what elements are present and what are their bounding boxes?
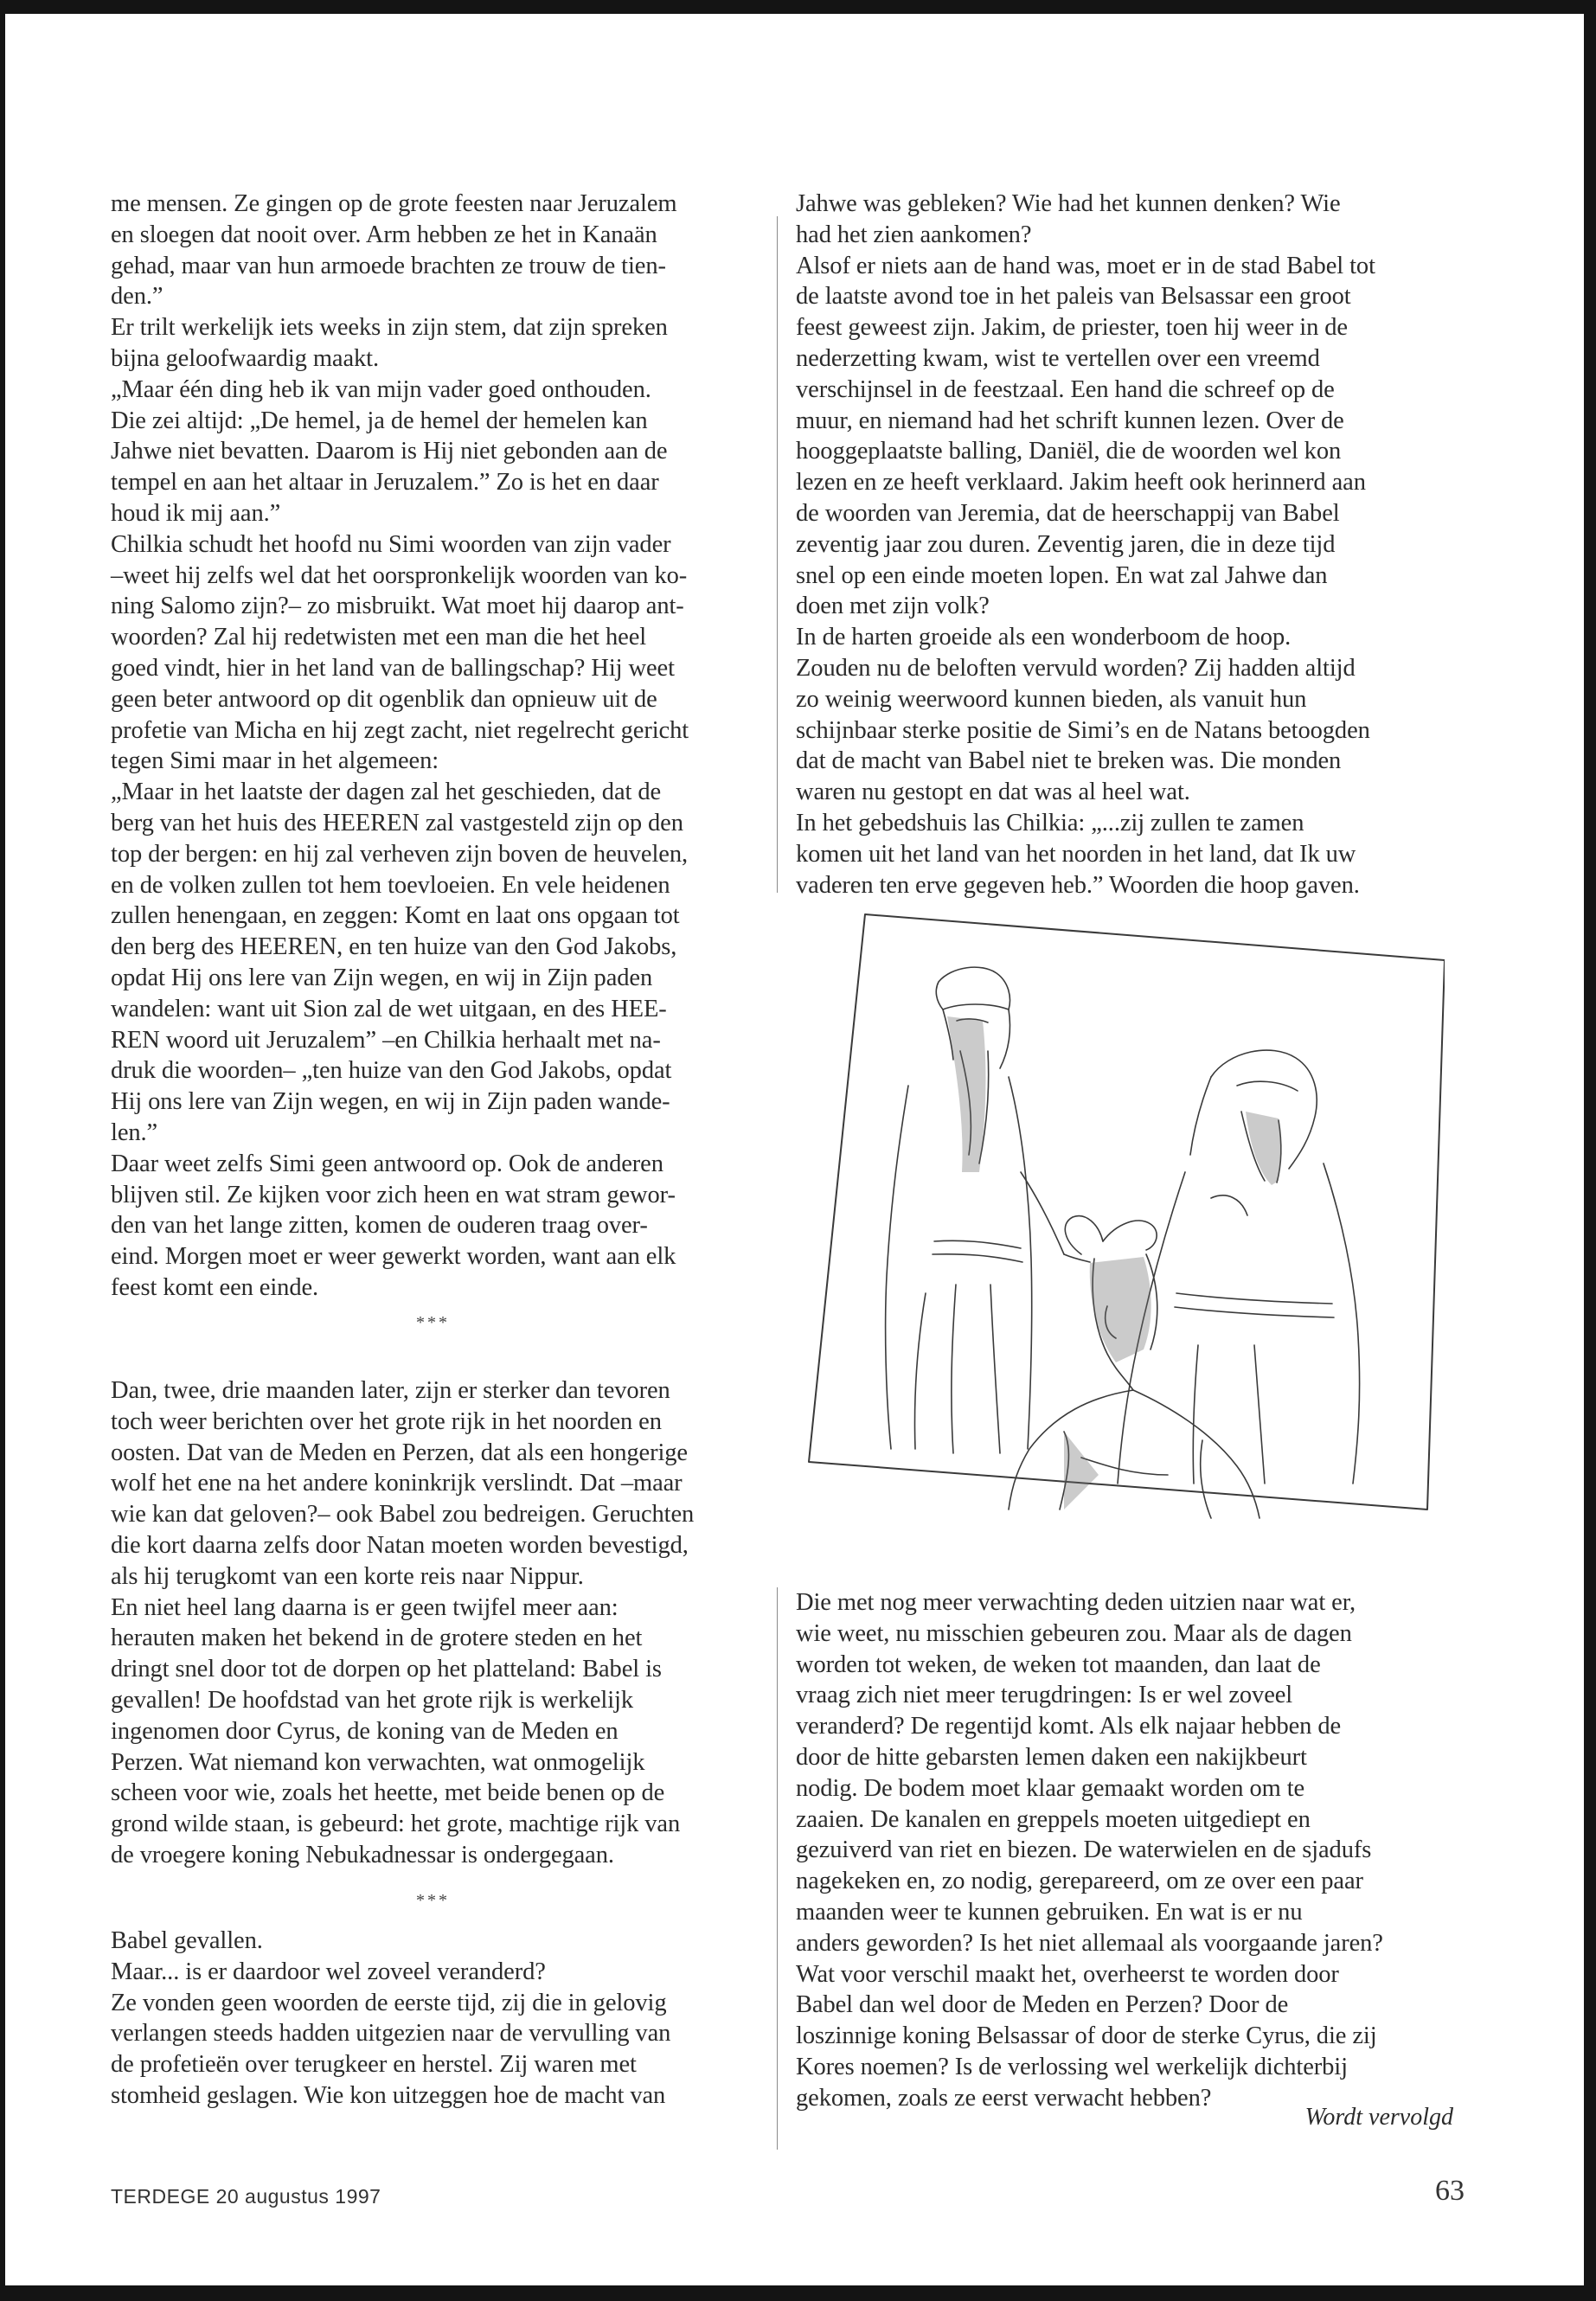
column-left-top-text: me mensen. Ze gingen op de grote feesten naar Jeruzalem en sloegen dat nooit over. Arm hebben ze het in Kanaän gehad, maar van hun armoede brachten ze trouw de tien- den.” Er trilt werkelijk iets weeks in zijn stem, dat zijn spreken bijna geloofwaardig maakt. „Maar één ding heb ik van mijn vader goed onthouden. Die zei altijd: „De hemel, ja de hemel der hemelen kan Jahwe niet bevatten. Daarom is Hij niet gebonden aan de tempel en aan het altaar in Jeruzalem.” Zo is het en daar houd ik mij aan.” Chilkia schudt het hoofd nu Simi woorden van zijn vader –weet hij zelfs wel dat het oorspronkelijk woorden van ko- ning Salomo zijn?– zo misbruikt. Wat moet hij daarop ant- woorden? Zal hij redetwisten met een man die het heel goed vindt, hier in het land van de ballingschap? Hij weet geen beter antwoord op dit ogenblik dan opnieuw uit de profetie van Micha en hij zegt zacht, niet regelrecht gericht tegen Simi maar in het algemeen: „Maar in het laatste der dagen zal het geschieden, dat de berg van het huis des HEEREN zal vastgesteld zijn op den top der bergen: en hij zal verheven zijn boven de heuvelen, en de volken zullen tot hem toevloeien. En vele heidenen zullen henengaan, en zeggen: Komt en laat ons opgaan tot den berg des HEEREN, en ten huize van den God Jakobs, opdat Hij ons lere van Zijn wegen, en wij in Zijn paden wandelen: want uit Sion zal de wet uitgaan, en des HEE- REN woord uit Jeruzalem” –en Chilkia herhaalt met na- druk die woorden– „ten huize van den God Jakobs, opdat Hij ons lere van Zijn wegen, en wij in Zijn paden wande- len.” Daar weet zelfs Simi geen antwoord op. Ook de anderen blijven stil. Ze kijken voor zich heen en wat stram gewor- den van het lange zitten, komen de ouderen traag over- eind. Morgen moet er weer gewerkt worden, want aan elk feest komt een einde. [111,190,689,1301]
column-divider-top [777,216,778,893]
column-divider-bottom [777,1587,778,2150]
page-number: 63 [1435,2175,1465,2207]
column-right-bottom-text: Die met nog meer verwachting deden uitzien naar wat er, wie weet, nu misschien gebeuren zou. Maar als de dagen worden tot weken, de weken tot maanden, dan laat de vraag zich niet meer terugdringen: Is er wel zoveel veranderd? De regentijd komt. Als elk najaar hebben de door de hitte gebarsten lemen daken een nakijkbeurt nodig. De bodem moet klaar gemaakt worden om te zaaien. De kanalen en greppels moeten uitgediept en gezuiverd van riet en biezen. De waterwielen en de sjadufs nagekeken en, zo nodig, gerepareerd, om ze over een paar maanden weer te kunnen gebruiken. En wat is er nu anders geworden? Is het niet allemaal als voorgaande jaren? Wat voor verschil maakt het, overheerst te worden door Babel dan wel door de Meden en Perzen? Door de loszinnige koning Belsassar of door de sterke Cyrus, die zij Kores noemen? Is de verlossing wel werkelijk dichterbij gekomen, zoals ze eerst verwacht hebben? [796,1589,1383,2112]
illustration-two-men-and-goat [804,913,1445,1531]
continued-note: Wordt vervolgd [1304,2104,1453,2131]
column-left-bottom-text: Babel gevallen. Maar... is er daardoor wel zoveel veranderd? Ze vonden geen woorden de eerste tijd, zij die in gelovig verlangen steeds hadden uitgezien naar de vervulling van de profetieën over terugkeer en herstel. Zij waren met stomheid geslagen. Wie kon uitzeggen hoe de macht van [111,1927,671,2109]
page-frame-bottom [0,2285,1596,2301]
publication-footer: TERDEGE 20 augustus 1997 [111,2185,381,2208]
page-frame-left [0,0,5,2301]
section-separator-2: *** [416,1891,450,1910]
column-left-middle-text: Dan, twee, drie maanden later, zijn er sterker dan tevoren toch weer berichten over het grote rijk in het noorden en oosten. Dat van de Meden en Perzen, dat als een hongerige wolf het ene na het andere koninkrijk verslindt. Dat –maar wie kan dat geloven?– ook Babel zou bedreigen. Geruchten die kort daarna zelfs door Natan moeten worden bevestigd, als hij terugkomt van een korte reis naar Nippur. En niet heel lang daarna is er geen twijfel meer aan: herauten maken het bekend in de grotere steden en het dringt snel door tot de dorpen op het platteland: Babel is gevallen! De hoofdstad van het grote rijk is werkelijk ingenomen door Cyrus, de koning van de Meden en Perzen. Wat niemand kon verwachten, wat onmogelijk scheen voor wie, zoals het heette, met beide benen op de grond wilde staan, is gebeurd: het grote, machtige rijk van de vroegere koning Nebukadnessar is ondergegaan. [111,1377,695,1868]
page-frame-right [1584,0,1596,2301]
section-separator-1: *** [416,1313,450,1332]
pencil-drawing-icon [804,913,1445,1531]
column-right-top-text: Jahwe was gebleken? Wie had het kunnen denken? Wie had het zien aankomen? Alsof er niets aan de hand was, moet er in de stad Babel tot de laatste avond toe in het paleis van Belsassar een groot feest geweest zijn. Jakim, de priester, toen hij weer in de nederzetting kwam, wist te vertellen over een vreemd verschijnsel in de feestzaal. Een hand die schreef op de muur, en niemand had het schrift kunnen lezen. Over de hooggeplaatste balling, Daniël, die de woorden wel kon lezen en ze heeft verklaard. Jakim heeft ook herinnerd aan de woorden van Jeremia, dat de heerschappij van Babel zeventig jaar zou duren. Zeventig jaren, die in deze tijd snel op een einde moeten lopen. En wat zal Jahwe dan doen met zijn volk? In de harten groeide als een wonderboom de hoop. Zouden nu de beloften vervuld worden? Zij hadden altijd zo weinig weerwoord kunnen bieden, als vanuit hun schijnbaar sterke positie de Simi’s en de Natans betoogden dat de macht van Babel niet te breken was. Die monden waren nu gestopt en dat was al heel wat. In het gebedshuis las Chilkia: „...zij zullen te zamen komen uit het land van het noorden in het land, dat Ik uw vaderen ten erve gegeven heb.” Woorden die hoop gaven. [796,190,1375,899]
page-frame-top [0,0,1596,14]
